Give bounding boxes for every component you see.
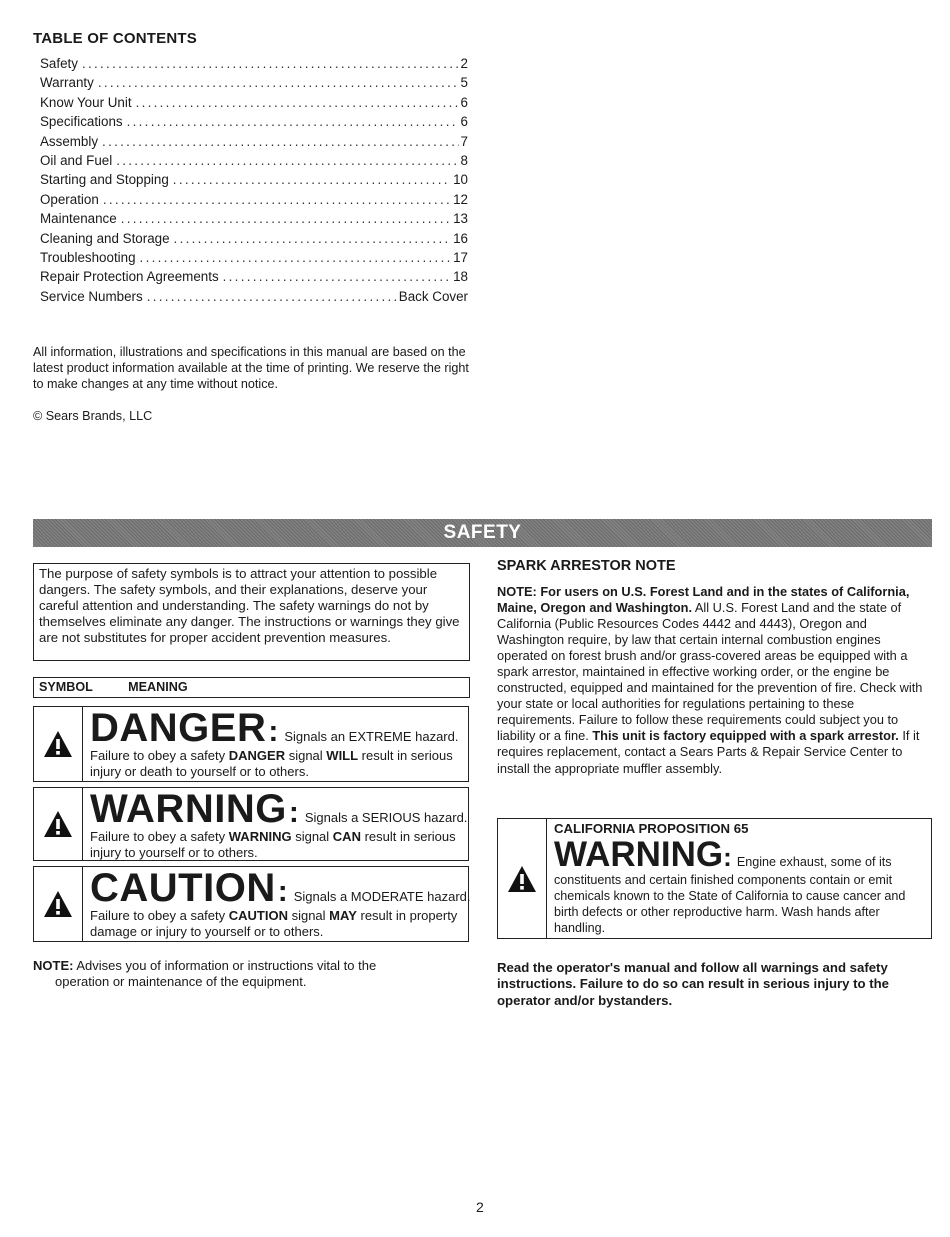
prop65-heading: CALIFORNIA PROPOSITION 65 — [554, 821, 749, 836]
copyright-text: © Sears Brands, LLC — [33, 409, 153, 423]
toc-title: TABLE OF CONTENTS — [33, 30, 197, 47]
caution-word: CAUTION — [90, 866, 276, 910]
toc-entry-label: Starting and Stopping — [40, 172, 169, 188]
toc-entry-label: Safety — [40, 56, 78, 71]
toc-leader-dots — [103, 192, 451, 207]
danger-text: Failure to obey a safety DANGER signal WILL result in serious injury or death to yourself or to others. — [90, 748, 453, 780]
page-number: 2 — [476, 1199, 484, 1215]
toc-entry — [40, 114, 468, 133]
danger-signal-box: DANGER : Signals an EXTREME hazard. Failure to obey a safety DANGER signal WILL result in serious injury or death to yourself or to others. — [33, 706, 469, 782]
toc-entry-label: Assembly — [40, 133, 99, 149]
toc-entry — [40, 192, 468, 211]
toc-entry-label: Maintenance — [40, 211, 117, 227]
alert-triangle-icon — [498, 819, 547, 938]
toc-leader-dots — [98, 75, 459, 90]
toc-leader-dots — [136, 95, 459, 110]
warning-signal-box: WARNING : Signals a SERIOUS hazard. Failure to obey a safety WARNING signal CAN result in serious injury to yourself or to others. — [33, 787, 469, 861]
toc-entry — [40, 134, 468, 153]
toc-entry — [40, 75, 468, 94]
alert-triangle-icon — [34, 707, 83, 781]
toc-leader-dots — [223, 269, 451, 284]
safety-banner — [33, 519, 932, 547]
warning-word: WARNING — [90, 787, 287, 831]
safety-banner-title: SAFETY — [443, 522, 522, 543]
toc-entry-page: 7 — [460, 133, 468, 149]
toc-entry-page: 12 — [453, 191, 468, 207]
toc-list — [40, 56, 468, 308]
toc-leader-dots — [147, 289, 397, 304]
note-text: NOTE: Advises you of information or instructions vital to the operation or maintenance of the equipment. — [33, 958, 377, 990]
toc-entry-page: 17 — [453, 249, 468, 265]
symbol-header: SYMBOL — [39, 680, 93, 694]
toc-entry — [40, 172, 468, 191]
toc-leader-dots — [174, 231, 452, 246]
caution-desc: Signals a MODERATE hazard. — [293, 889, 471, 904]
toc-leader-dots — [102, 134, 459, 149]
toc-entry — [40, 231, 468, 250]
note-label: NOTE: — [33, 958, 74, 973]
warning-text: Failure to obey a safety WARNING signal CAN result in serious injury to yourself or to others. — [90, 829, 456, 861]
toc-leader-dots — [116, 153, 458, 168]
safety-intro-box — [33, 563, 470, 661]
toc-entry-label: Troubleshooting — [40, 249, 136, 265]
prop65-text: constituents and certain finished components contain or emit chemicals known to the State of California to cause cancer and birth defects or other reproductive harm. Wash hands after handling. — [554, 873, 906, 935]
toc-entry-page: 8 — [460, 152, 468, 168]
warning-desc: Signals a SERIOUS hazard. — [304, 810, 468, 825]
toc-entry-label: Service Numbers — [40, 288, 143, 304]
toc-entry-label: Specifications — [40, 114, 123, 130]
toc-entry-page: 13 — [453, 211, 468, 227]
caution-text: Failure to obey a safety CAUTION signal MAY result in property damage or injury to yourself or to others. — [90, 908, 458, 940]
toc-entry-page: 6 — [460, 94, 468, 110]
toc-entry — [40, 269, 468, 288]
toc-entry-page: 6 — [460, 114, 468, 130]
toc-entry-label: Repair Protection Agreements — [40, 269, 219, 285]
toc-leader-dots — [127, 114, 459, 129]
safety-intro-text: The purpose of safety symbols is to attract your attention to possible dangers. The safety symbols, and their explanations, deserve your careful attention and understanding. The safety warnings do not by themselves eliminate any danger. The instructions or warnings they give are not substitutes for proper accident prevention measures. — [39, 566, 460, 646]
toc-entry-page: 10 — [453, 172, 468, 188]
toc-leader-dots — [82, 56, 459, 71]
toc-entry-page: 18 — [453, 269, 468, 285]
spark-arrestor-text: NOTE: For users on U.S. Forest Land and in the states of California, Maine, Oregon and Washington. All U.S. Forest Land and the state of California (Public Resources Codes 4442 and 4443), Oregon and Washington require, by law that certain internal combustion engines operated on forest brush and/or grass-covered areas be equipped with a spark arrestor, maintained in effective working order, or the engine be constructed, equipped and maintained for the prevention of fire. Check with your state or local authorities for regulations pertaining to these requirements. Failure to follow these requirements could subject you to liability or a fine. This unit is factory equipped with a spark arrestor. If it requires replacement, contact a Sears Parts & Repair Service Center to install the appropriate muffler assembly. — [497, 584, 923, 776]
toc-entry — [40, 56, 468, 75]
toc-entry-page: 2 — [460, 56, 468, 71]
toc-leader-dots — [140, 250, 452, 265]
toc-entry-label: Know Your Unit — [40, 94, 132, 110]
toc-entry — [40, 289, 468, 308]
symbol-meaning-header — [33, 677, 470, 698]
toc-entry-label: Operation — [40, 191, 99, 207]
danger-word: DANGER — [90, 706, 267, 750]
alert-triangle-icon — [34, 788, 83, 860]
toc-entry — [40, 211, 468, 230]
prop65-desc: Engine exhaust, some of its — [736, 855, 892, 869]
toc-entry-label: Cleaning and Storage — [40, 230, 170, 246]
danger-desc: Signals an EXTREME hazard. — [284, 729, 459, 744]
caution-signal-box: CAUTION : Signals a MODERATE hazard. Failure to obey a safety CAUTION signal MAY result in property damage or injury to yourself or to others. — [33, 866, 469, 942]
toc-entry — [40, 153, 468, 172]
toc-entry-label: Oil and Fuel — [40, 152, 113, 168]
toc-leader-dots — [173, 172, 451, 187]
toc-entry-page: Back Cover — [398, 288, 468, 304]
toc-entry — [40, 95, 468, 114]
toc-entry-page: 5 — [460, 75, 468, 91]
toc-leader-dots — [121, 211, 451, 226]
disclaimer-text: All information, illustrations and specifications in this manual are based on the latest product information available at the time of printing. We reserve the right to make changes at any time without notice. — [33, 345, 469, 392]
toc-entry — [40, 250, 468, 269]
toc-entry-label: Warranty — [40, 75, 94, 91]
california-prop65-box: CALIFORNIA PROPOSITION 65 WARNING : Engine exhaust, some of its constituents and certain finished components contain or emit chemicals known to the State of California to cause cancer and birth defects or other reproductive harm. Wash hands after handling. — [497, 818, 932, 939]
spark-arrestor-title: SPARK ARRESTOR NOTE — [497, 558, 676, 574]
toc-entry-page: 16 — [453, 230, 468, 246]
prop65-warning-word: WARNING — [554, 835, 724, 874]
meaning-header: MEANING — [128, 680, 188, 694]
alert-triangle-icon — [34, 867, 83, 941]
read-manual-note: Read the operator's manual and follow all warnings and safety instructions. Failure to do so can result in serious injury to the operator and/or bystanders. — [497, 960, 890, 1008]
